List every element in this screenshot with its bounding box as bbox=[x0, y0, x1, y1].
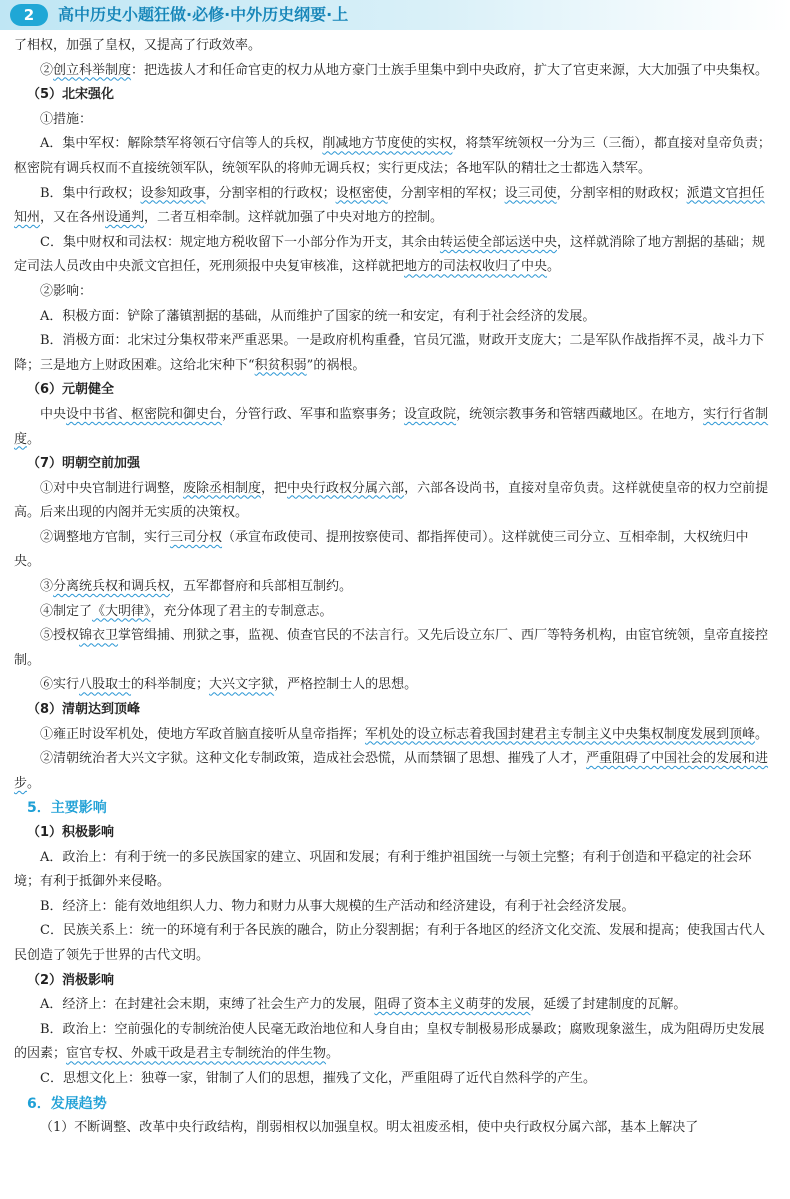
paragraph bbox=[14, 1018, 774, 1067]
text-run: （承宣布政使司、提刑按察使司、都指挥使司）。这样就使三司分立、互相牵制，大权统归中央。 bbox=[14, 529, 749, 570]
subsection-heading bbox=[14, 821, 774, 846]
text-run: 。 bbox=[326, 1046, 340, 1062]
text-run: ②影响： bbox=[40, 283, 93, 299]
wavy-underlined-text: 八股取士 bbox=[79, 677, 132, 693]
text-run: ⑥实行 bbox=[40, 677, 80, 693]
subsection-heading bbox=[14, 698, 774, 723]
paragraph bbox=[14, 329, 774, 378]
paragraph bbox=[14, 1067, 774, 1092]
text-run: ②清朝统治者大兴文字狱。这种文化专制政策，造成社会恐慌，从而禁锢了思想、摧残了人才， bbox=[40, 751, 587, 767]
text-run: A．经济上：在封建社会末期，束缚了社会生产力的发展， bbox=[40, 997, 375, 1013]
text-run: ，将禁军统领权一分为三（三衙），都直接对皇帝负责；枢密院有调兵权而不直接统领军队，统领军队的将帅无调兵权；实行更戍法；各地军队的精壮之士都选入禁军。 bbox=[14, 136, 771, 176]
text-run: ，延缓了封建制度的瓦解。 bbox=[530, 997, 687, 1013]
text-run: ，又在各州 bbox=[40, 210, 106, 226]
text-run: （7）明朝空前加强 bbox=[27, 456, 141, 472]
paragraph bbox=[14, 59, 774, 84]
wavy-underlined-text: 阻碍了资本主义萌芽的发展 bbox=[374, 997, 531, 1013]
text-run: ，把 bbox=[261, 480, 288, 496]
text-run: 。 bbox=[547, 259, 561, 275]
subsection-heading bbox=[14, 969, 774, 994]
text-run: 。 bbox=[755, 726, 769, 742]
paragraph bbox=[14, 600, 774, 625]
text-run: 6．发展趋势 bbox=[27, 1095, 107, 1112]
text-run: C．思想文化上：独尊一家，钳制了人们的思想，摧残了文化，严重阻碍了近代自然科学的产生。 bbox=[40, 1070, 596, 1086]
wavy-underlined-text: 设通判 bbox=[105, 210, 145, 226]
wavy-underlined-text: 中央行政权分属六部 bbox=[287, 480, 405, 496]
text-run: ，分割宰相的财政权； bbox=[556, 185, 687, 201]
page-header bbox=[0, 0, 790, 30]
section-heading bbox=[14, 1092, 774, 1117]
paragraph bbox=[14, 305, 774, 330]
text-run: ③ bbox=[40, 579, 54, 595]
wavy-underlined-text: 《大明律》 bbox=[92, 603, 151, 619]
wavy-underlined-text: 设参知政事 bbox=[140, 185, 206, 201]
wavy-underlined-text: 削减地方节度使的实权 bbox=[322, 136, 453, 152]
wavy-underlined-text: 设枢密使 bbox=[335, 185, 388, 201]
text-run: ，分割宰相的行政权； bbox=[205, 185, 336, 201]
text-run: A．政治上：有利于统一的多民族国家的建立、巩固和发展；有利于维护祖国统一与领土完整；有利于创造和平稳定的社会环境；有利于抵御外来侵略。 bbox=[14, 849, 752, 890]
book-title: 高中历史小题狂做·必修·中外历史纲要·上 bbox=[58, 5, 349, 24]
paragraph bbox=[14, 477, 774, 526]
wavy-underlined-text: 创立科举制度 bbox=[53, 62, 132, 78]
text-run: ①对中央官制进行调整， bbox=[40, 480, 184, 496]
text-run: 。 bbox=[27, 775, 41, 791]
text-run: 的科举制度； bbox=[131, 677, 210, 693]
text-run: B．政治上：空前强化的专制统治使人民毫无政治地位和人身自由；皇权专制极易形成暴政；腐败现象滋生，成为阻碍历史发展的因素； bbox=[14, 1021, 765, 1062]
paragraph bbox=[14, 403, 774, 452]
text-run: 。 bbox=[27, 431, 41, 447]
text-run: B．集中行政权； bbox=[40, 185, 141, 201]
text-run: ：把选拔人才和任命官吏的权力从地方豪门士族手里集中到中央政府，扩大了官吏来源，大大加强了中央集权。 bbox=[131, 62, 769, 78]
text-run: C．民族关系上：统一的环境有利于各民族的融合，防止分裂割据；有利于各地区的经济文化交流、发展和提高；使我国古代人民创造了领先于世界的古代文明。 bbox=[14, 923, 765, 963]
paragraph bbox=[14, 895, 774, 920]
paragraph bbox=[14, 34, 774, 59]
page-number: 2 bbox=[10, 4, 48, 26]
paragraph bbox=[14, 723, 774, 748]
text-run: 掌管缉捕、刑狱之事，监视、侦查官民的不法言行。又先后设立东厂、西厂等特务机构，由宦官统领，皇帝直接控制。 bbox=[14, 628, 769, 668]
wavy-underlined-text: 转运使全部运送中央 bbox=[439, 234, 557, 250]
page-body bbox=[14, 34, 774, 1141]
wavy-underlined-text: 设宣政院 bbox=[404, 406, 457, 422]
wavy-underlined-text: 积贫积弱 bbox=[254, 357, 307, 373]
text-run: ，统领宗教事务和管辖西藏地区。在地方， bbox=[456, 406, 704, 422]
text-run: 5．主要影响 bbox=[27, 800, 107, 817]
wavy-underlined-text: 分离统兵权和调兵权 bbox=[53, 579, 171, 595]
section-heading bbox=[14, 796, 774, 821]
text-run: （2）消极影响 bbox=[27, 972, 115, 988]
text-run: （5）北宋强化 bbox=[27, 87, 115, 103]
wavy-underlined-text: 锦衣卫 bbox=[79, 628, 119, 644]
wavy-underlined-text: 设中书省、枢密院和御史台 bbox=[66, 406, 223, 422]
text-run: ”的祸根。 bbox=[306, 357, 366, 373]
text-run: A．积极方面：铲除了藩镇割据的基础，从而维护了国家的统一和安定，有利于社会经济的发展。 bbox=[40, 308, 596, 324]
wavy-underlined-text: 地方的司法权收归了中央 bbox=[404, 259, 548, 275]
wavy-underlined-text: 宦官专权、外戚干政是君主专制统治的伴生物 bbox=[66, 1046, 327, 1062]
paragraph bbox=[14, 919, 774, 968]
paragraph bbox=[14, 526, 774, 575]
text-run: （1）不断调整、改革中央行政结构，削弱相权以加强皇权。明太祖废丞相，使中央行政权分属六部，基本上解决了 bbox=[40, 1120, 699, 1136]
subsection-heading bbox=[14, 378, 774, 403]
wavy-underlined-text: 严重阻碍了中国社会的发展和进步 bbox=[14, 751, 769, 791]
wavy-underlined-text: 派遣文官担任知州 bbox=[14, 185, 765, 226]
text-run: C．集中财权和司法权：规定地方税收留下一小部分作为开支，其余由 bbox=[40, 234, 440, 250]
paragraph bbox=[14, 993, 774, 1018]
paragraph bbox=[14, 624, 774, 673]
text-run: ①措施： bbox=[40, 111, 93, 127]
text-run: ，五军都督府和兵部相互制约。 bbox=[170, 579, 353, 595]
text-run: ⑤授权 bbox=[40, 628, 80, 644]
text-run: ，严格控制士人的思想。 bbox=[274, 677, 418, 693]
paragraph bbox=[14, 575, 774, 600]
text-run: ，这样就消除了地方割据的基础；规定司法人员改由中央派文官担任，死刑须报中央复审核准，这样就把 bbox=[14, 234, 765, 275]
text-run: ，分割宰相的军权； bbox=[387, 185, 505, 201]
paragraph bbox=[14, 231, 774, 280]
text-run: ，二者互相牵制。这样就加强了中央对地方的控制。 bbox=[144, 210, 444, 226]
text-run: ，六部各设尚书，直接对皇帝负责。这样就使皇帝的权力空前提高。后来出现的内阁并无实质的决策权。 bbox=[14, 480, 769, 521]
wavy-underlined-text: 实行行省制度 bbox=[14, 406, 769, 447]
wavy-underlined-text: 设三司使 bbox=[504, 185, 557, 201]
text-run: （8）清朝达到顶峰 bbox=[27, 702, 141, 718]
text-run: ，分管行政、军事和监察事务； bbox=[222, 406, 405, 422]
text-run: ② bbox=[40, 62, 54, 78]
paragraph bbox=[14, 1116, 774, 1141]
wavy-underlined-text: 军机处的设立标志着我国封建君主专制主义中央集权制度发展到顶峰 bbox=[365, 726, 756, 742]
text-run: （1）积极影响 bbox=[27, 825, 115, 840]
paragraph bbox=[14, 182, 774, 231]
wavy-underlined-text: 三司分权 bbox=[170, 529, 223, 545]
wavy-underlined-text: 废除丞相制度 bbox=[183, 480, 262, 496]
paragraph bbox=[14, 747, 774, 796]
text-run: 中央 bbox=[40, 406, 67, 422]
text-run: ①雍正时设军机处，使地方军政首脑直接听从皇帝指挥； bbox=[40, 726, 366, 742]
text-run: 了相权，加强了皇权，又提高了行政效率。 bbox=[14, 38, 262, 53]
paragraph bbox=[14, 846, 774, 895]
paragraph bbox=[14, 280, 774, 305]
text-run: B．消极方面：北宋过分集权带来严重恶果。一是政府机构重叠，官员冗滥，财政开支庞大；二是军队作战指挥不灵，战斗力下降；三是地方上财政困难。这给北宋种下“ bbox=[14, 333, 765, 373]
paragraph bbox=[14, 132, 774, 181]
paragraph bbox=[14, 673, 774, 698]
text-run: （6）元朝健全 bbox=[27, 382, 115, 398]
text-run: ④制定了 bbox=[40, 603, 93, 619]
wavy-underlined-text: 大兴文字狱 bbox=[209, 677, 275, 693]
subsection-heading bbox=[14, 452, 774, 477]
subsection-heading bbox=[14, 83, 774, 108]
paragraph bbox=[14, 108, 774, 133]
text-run: B．经济上：能有效地组织人力、物力和财力从事大规模的生产活动和经济建设，有利于社会经济发展。 bbox=[40, 898, 635, 914]
text-run: ②调整地方官制，实行 bbox=[40, 529, 171, 545]
text-run: A．集中军权：解除禁军将领石守信等人的兵权， bbox=[40, 136, 323, 152]
text-run: ，充分体现了君主的专制意志。 bbox=[150, 603, 333, 619]
